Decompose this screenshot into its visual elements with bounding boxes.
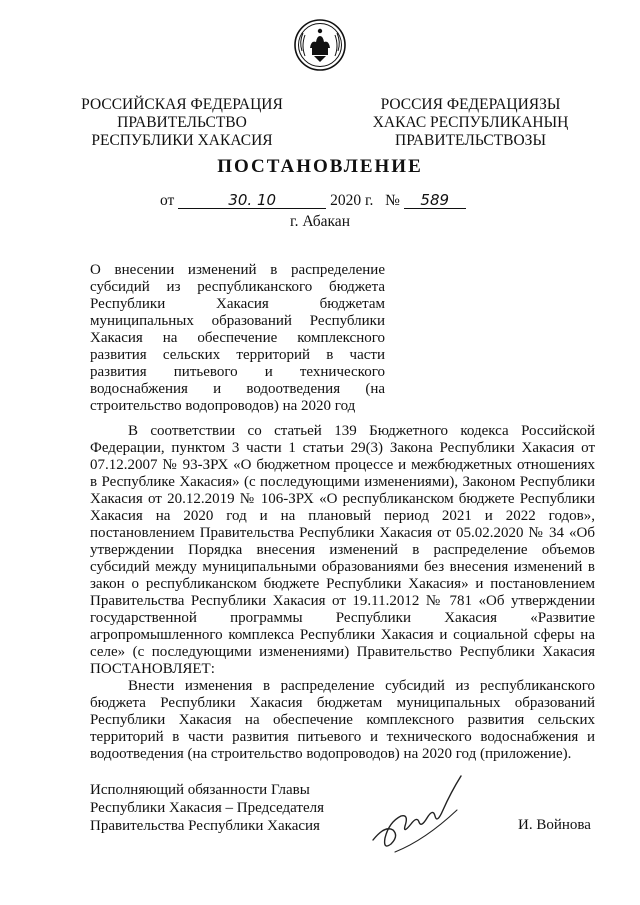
header-right-line: ХАКАС РЕСПУБЛИКАНЫҢ bbox=[372, 114, 569, 131]
date-prefix: от bbox=[160, 192, 175, 209]
handwritten-signature-icon bbox=[365, 770, 470, 865]
header-left-line: ПРАВИТЕЛЬСТВО bbox=[117, 114, 247, 131]
header-right bbox=[358, 96, 583, 150]
document-body bbox=[90, 423, 595, 763]
date-line bbox=[160, 192, 466, 210]
place-of-issue: г. Абакан bbox=[289, 213, 350, 230]
header-left bbox=[72, 96, 292, 150]
date-field: 30. 10 bbox=[178, 192, 326, 209]
number-field: 589 bbox=[404, 192, 466, 209]
date-year: 2020 г. bbox=[330, 192, 374, 209]
body-paragraph: Внести изменения в распределение субсидий из республиканского бюджета Республики Хакасия бюджетам муниципальных образований Республики Хакасия на обеспечение комплексного развития сельских территорий в части развития питьевого и технического водоснабжения и водоотведения (на строительство водопроводов) на 2020 год (приложение). bbox=[90, 678, 595, 762]
header-left-line: РЕСПУБЛИКИ ХАКАСИЯ bbox=[91, 132, 273, 149]
document-subject: О внесении изменений в распределение субсидий из республиканского бюджета Республики Хакасия бюджетам муниципальных образований Республики Хакасия на обеспечение комплексного развития сельских территорий в части развития питьевого и технического водоснабжения и водоотведения (на строительство водопроводов) на 2020 год bbox=[90, 262, 385, 414]
header-left-line: РОССИЙСКАЯ ФЕДЕРАЦИЯ bbox=[81, 96, 283, 113]
header-right-line: ПРАВИТЕЛЬСТВОЗЫ bbox=[395, 132, 546, 149]
coat-of-arms-icon bbox=[293, 18, 347, 72]
position-line: Исполняющий обязанности Главы bbox=[90, 782, 310, 798]
body-paragraph: В соответствии со статьей 139 Бюджетного кодекса Российской Федерации, пунктом 3 части 1 статьи 29(3) Закона Республики Хакасия от 07.12.2007 № 93-ЗРХ «О бюджетном процессе и межбюджетных отношениях в Республике Хакасия» (с последующими изменениями), Законом Республики Хакасия от 20.12.2019 № 106-ЗРХ «О республиканском бюджете Республики Хакасия на 2020 год и на плановый период 2021 и 2022 годов», постановлением Правительства Республики Хакасия от 05.02.2020 № 34 «Об утверждении Порядка внесения изменений в распределение объемов субсидий между муниципальными образованиями без внесения изменений в закон о республиканском бюджете Республики Хакасия» и постановлением Правительства Республики Хакасия от 19.11.2012 № 781 «Об утверждении государственной программы Республики Хакасия «Развитие агропромышленного комплекса Республики Хакасия и социальной сферы на селе» (с последующими изменениями) Правительство Республики Хакасия ПОСТАНОВЛЯЕТ: bbox=[90, 423, 595, 677]
signatory-position bbox=[90, 781, 324, 835]
header-right-line: РОССИЯ ФЕДЕРАЦИЯЗЫ bbox=[380, 96, 561, 113]
number-sign: № bbox=[385, 192, 400, 209]
signatory-name: И. Войнова bbox=[518, 817, 591, 833]
document-title: ПОСТАНОВЛЕНИЕ bbox=[217, 156, 423, 177]
position-line: Республики Хакасия – Председателя bbox=[90, 800, 325, 816]
position-line: Правительства Республики Хакасия bbox=[90, 818, 320, 834]
